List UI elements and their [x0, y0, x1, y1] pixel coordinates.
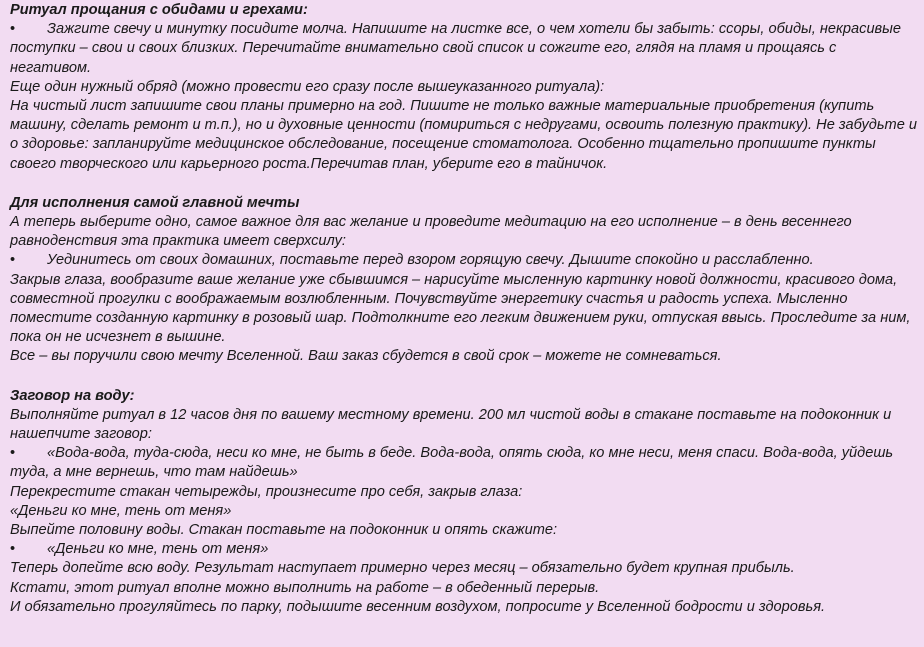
dream-outro: Все – вы поручили свою мечту Вселенной. Ваш заказ сбудется в свой срок – можете не сомневаться. [10, 348, 722, 365]
document-page [0, 1, 924, 647]
water-intro: Выполняйте ритуал в 12 часов дня по вашему местному времени. 200 мл чистой воды в стакане поставьте на подоконник и нашепчите заговор: [10, 406, 892, 443]
dream-intro: А теперь выберите одно, самое важное для вас желание и проведите медитацию на его исполнение – в день весеннего равноденствия эта практика имеет сверхсилу: [10, 214, 852, 250]
dream-text: Закрыв глаза, вообразите ваше желание уже сбывшимся – нарисуйте мысленную картинку новой должности, красивого дома, совместной прогулки с воображаемым возлюбленным. Почувствуйте энергетику счастья и радость успеха. Мысленно поместите созданную картинку в розовый шар. Подтолкните его легким движением руки, отпуская ввысь. Проследите за ним, пока он не исчезнет в вышине. [10, 271, 911, 346]
bullet-icon [10, 540, 47, 559]
dream-bullet [10, 251, 918, 270]
ritual-bullet [10, 20, 918, 78]
ritual-bullet-text: Зажгите свечу и минутку посидите молча. Напишите на листке все, о чем хотели бы забыть: ссоры, обиды, некрасивые поступки – свои и своих близких. Перечитайте внимательно свой список и сожгите его, глядя на пламя и прощаясь с негативом. [10, 21, 902, 76]
bullet-icon [10, 444, 47, 463]
dream-bullet-text: Уединитесь от своих домашних, поставьте перед взором горящую свечу. Дышите спокойно и расслабленно. [47, 252, 814, 269]
water-title: Заговор на воду: [10, 387, 135, 404]
water-line-2: Перекрестите стакан четырежды, произнесите про себя, закрыв глаза: [10, 483, 523, 500]
water-line-4: Теперь допейте всю воду. Результат наступает примерно через месяц – обязательно будет крупная прибыль. [10, 560, 795, 577]
water-section [10, 387, 918, 617]
water-bullet-1 [10, 444, 918, 482]
extra-rite-text: На чистый лист запишите свои планы примерно на год. Пишите не только важные материальные приобретения (купить машину, сделать ремонт и т.п.), но и духовные ценности (помириться с недругами, освоить полезную практику). Не забудьте и о здоровье: запланируйте медицинское обследование, посещение стоматолога. Особенно тщательно пропишите пункты своего творческого или карьерного роста.Перечитав план, уберите его в тайничок. [10, 98, 917, 172]
water-bullet-2-text: «Деньги ко мне, тень от меня» [47, 541, 269, 558]
water-bullet-2 [10, 540, 918, 559]
water-line-6: И обязательно прогуляйтесь по парку, подышите весенним воздухом, попросите у Вселенной бодрости и здоровья. [10, 598, 826, 615]
ritual-title: Ритуал прощания с обидами и грехами: [10, 2, 308, 18]
extra-rite-intro: Еще один нужный обряд (можно провести его сразу после вышеуказанного ритуала): [10, 78, 605, 95]
water-quote-2: «Деньги ко мне, тень от меня» [10, 502, 232, 519]
bullet-icon [10, 20, 47, 39]
dream-section [10, 194, 918, 367]
water-line-3: Выпейте половину воды. Стакан поставьте на подоконник и опять скажите: [10, 522, 558, 539]
water-bullet-1-text: «Вода-вода, туда-сюда, неси ко мне, не быть в беде. Вода-вода, опять сюда, ко мне неси, меня спаси. Вода-вода, уйдешь туда, а мне вернешь, что там найдешь» [10, 445, 894, 481]
ritual-section [10, 1, 918, 174]
water-line-5: Кстати, этот ритуал вполне можно выполнить на работе – в обеденный перерыв. [10, 579, 600, 596]
dream-title: Для исполнения самой главной мечты [10, 194, 300, 211]
bullet-icon [10, 251, 47, 270]
